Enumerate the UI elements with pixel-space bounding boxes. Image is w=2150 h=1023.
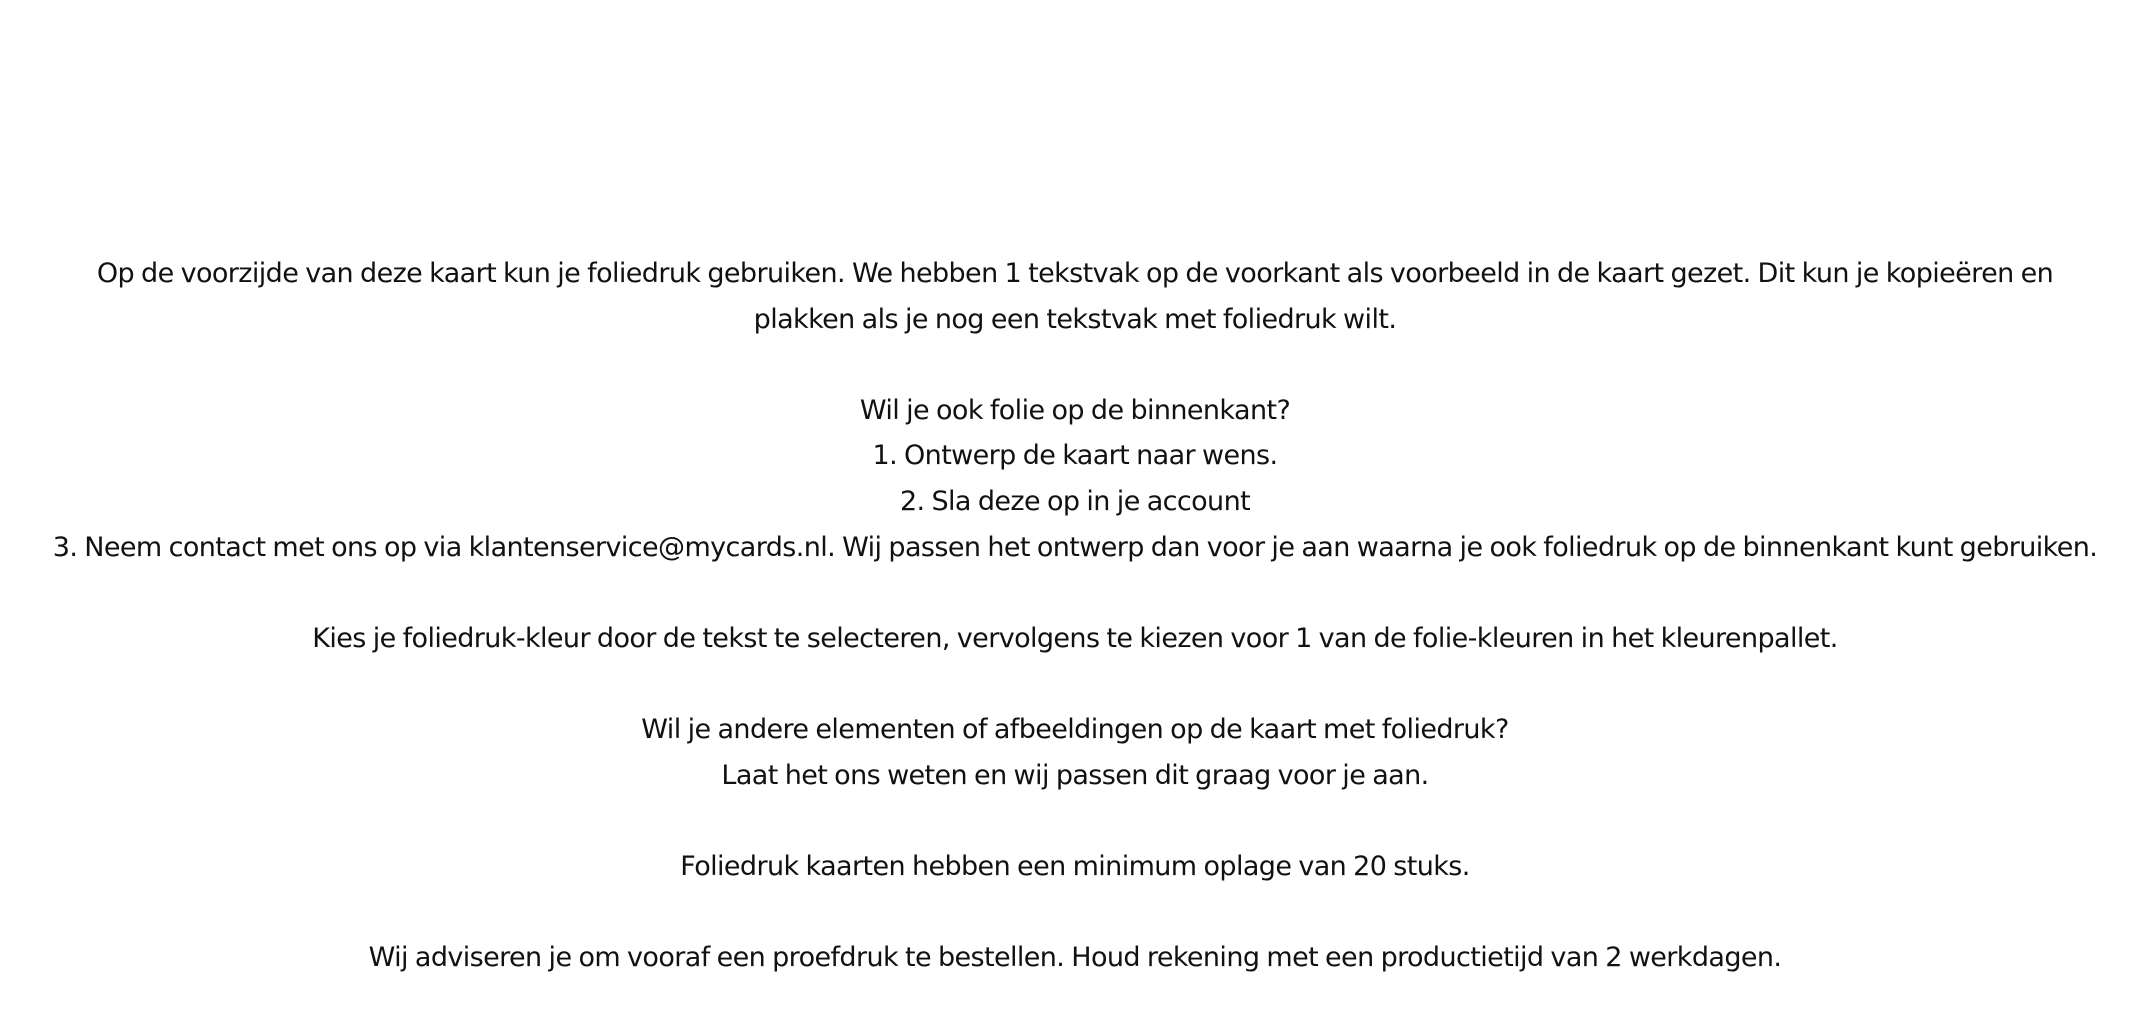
minimum-order-note: Foliedruk kaarten hebben een minimum oplage van 20 stuks. <box>680 850 1470 882</box>
inside-foil-step-2: 2. Sla deze op in je account <box>899 485 1251 517</box>
other-elements-answer: Laat het ons weten en wij passen dit graag voor je aan. <box>721 759 1429 791</box>
foil-print-instructions <box>0 251 2150 981</box>
spacer <box>0 342 2150 388</box>
inside-foil-question: Wil je ook folie op de binnenkant? <box>859 394 1291 426</box>
inside-foil-step-1: 1. Ontwerp de kaart naar wens. <box>872 440 1278 472</box>
color-instruction: Kies je foliedruk-kleur door de tekst te selecteren, vervolgens te kiezen voor 1 van de folie-kleuren in het kleurenpallet. <box>312 622 1838 654</box>
spacer <box>0 661 2150 707</box>
spacer <box>0 570 2150 616</box>
intro-line-1: Op de voorzijde van deze kaart kun je foliedruk gebruiken. We hebben 1 tekstvak op de voorkant als voorbeeld in de kaart gezet. Dit kun je kopieëren en <box>96 258 2054 289</box>
intro-line-2: plakken als je nog een tekstvak met foliedruk wilt. <box>753 303 1397 335</box>
spacer <box>0 889 2150 935</box>
spacer <box>0 798 2150 844</box>
inside-foil-step-3: 3. Neem contact met ons op via klantenservice@mycards.nl. Wij passen het ontwerp dan voor je aan waarna je ook foliedruk op de binnenkant kunt gebruiken. <box>52 531 2098 563</box>
other-elements-question: Wil je andere elementen of afbeeldingen op de kaart met foliedruk? <box>641 713 1509 745</box>
proof-print-advice: Wij adviseren je om vooraf een proefdruk te bestellen. Houd rekening met een productietijd van 2 werkdagen. <box>368 941 1782 973</box>
